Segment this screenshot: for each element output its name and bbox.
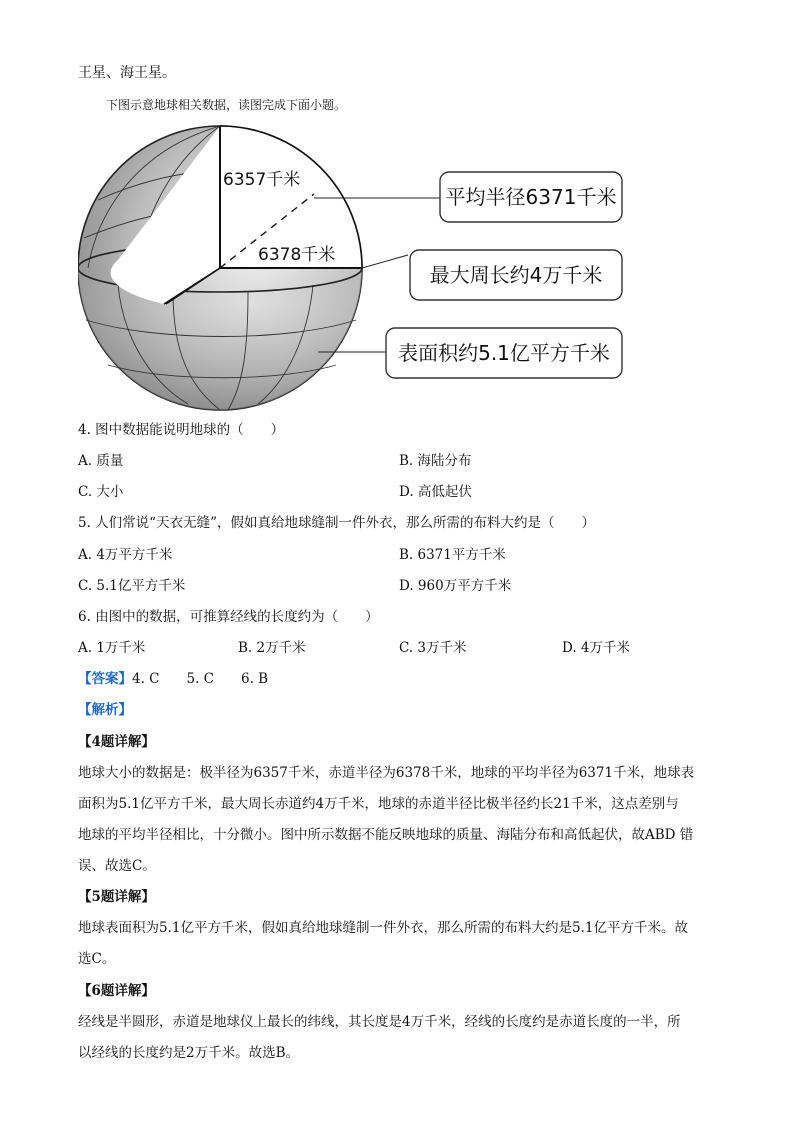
detail-6-tag: 【6题详解】 xyxy=(78,983,155,999)
q5-option-c: C. 5.1亿平方千米 xyxy=(78,578,186,594)
figure-caption: 下图示意地球相关数据，读图完成下面小题。 xyxy=(106,98,347,112)
q5-stem: 5. 人们常说“天衣无缝”，假如真给地球缝制一件外衣，那么所需的布料大约是（ ） xyxy=(78,515,595,531)
detail-6-line-1: 经线是半圆形，赤道是地球仪上最长的纬线，其长度是4万千米，经线的长度约是赤道长度的一半，所 xyxy=(78,1014,681,1030)
equator-radius-label: 6378千米 xyxy=(258,245,336,265)
q6-option-a: A. 1万千米 xyxy=(78,640,146,656)
detail-6-line-2: 以经线的长度约是2万千米。故选B。 xyxy=(78,1045,300,1061)
answer-line xyxy=(78,667,268,687)
q4-option-d: D. 高低起伏 xyxy=(399,484,472,500)
leader-line-circumference xyxy=(362,255,408,268)
detail-4-line-1: 地球大小的数据是：极半径为6357千米，赤道半径为6378千米，地球的平均半径为6371千米，地球表 xyxy=(78,765,695,781)
earth-data-figure xyxy=(78,120,638,420)
q5-option-a: A. 4万平方千米 xyxy=(78,547,173,563)
detail-4-line-3: 地球的平均半径相比，十分微小。图中所示数据不能反映地球的质量、海陆分布和高低起伏，故ABD 错 xyxy=(78,827,694,843)
q4-option-b: B. 海陆分布 xyxy=(399,453,472,469)
circumference-box-text: 最大周长约4万千米 xyxy=(429,263,603,287)
detail-4-tag: 【4题详解】 xyxy=(78,734,155,750)
detail-5-line-2: 选C。 xyxy=(78,951,116,967)
detail-5-tag: 【5题详解】 xyxy=(78,889,155,905)
mean-radius-box-text: 平均半径6371千米 xyxy=(445,185,617,209)
analysis-tag: 【解析】 xyxy=(78,702,132,718)
q6-option-d: D. 4万千米 xyxy=(562,640,631,656)
answer-text: 4. C 5. C 6. B xyxy=(132,671,269,687)
q5-option-b: B. 6371平方千米 xyxy=(399,547,506,563)
q4-option-a: A. 质量 xyxy=(78,453,124,469)
q5-option-d: D. 960万平方千米 xyxy=(399,578,512,594)
detail-4-line-2: 面积为5.1亿平方千米，最大周长赤道约4万千米，地球的赤道半径比极半径约长21千米，这点差别与 xyxy=(78,796,679,812)
q4-option-c: C. 大小 xyxy=(78,484,124,500)
polar-radius-label: 6357千米 xyxy=(223,170,301,190)
q6-option-b: B. 2万千米 xyxy=(238,640,306,656)
q6-option-c: C. 3万千米 xyxy=(399,640,467,656)
top-text-line: 王星、海王星。 xyxy=(78,65,176,81)
answer-tag: 【答案】 xyxy=(78,671,132,687)
q4-stem: 4. 图中数据能说明地球的（ ） xyxy=(78,422,285,438)
q6-stem: 6. 由图中的数据，可推算经线的长度约为（ ） xyxy=(78,609,379,625)
surface-area-box-text: 表面积约5.1亿平方千米 xyxy=(398,341,610,365)
detail-5-line-1: 地球表面积为5.1亿平方千米，假如真给地球缝制一件外衣，那么所需的布料大约是5.1亿平方千米。故 xyxy=(78,920,688,936)
detail-4-line-4: 误、故选C。 xyxy=(78,858,156,874)
